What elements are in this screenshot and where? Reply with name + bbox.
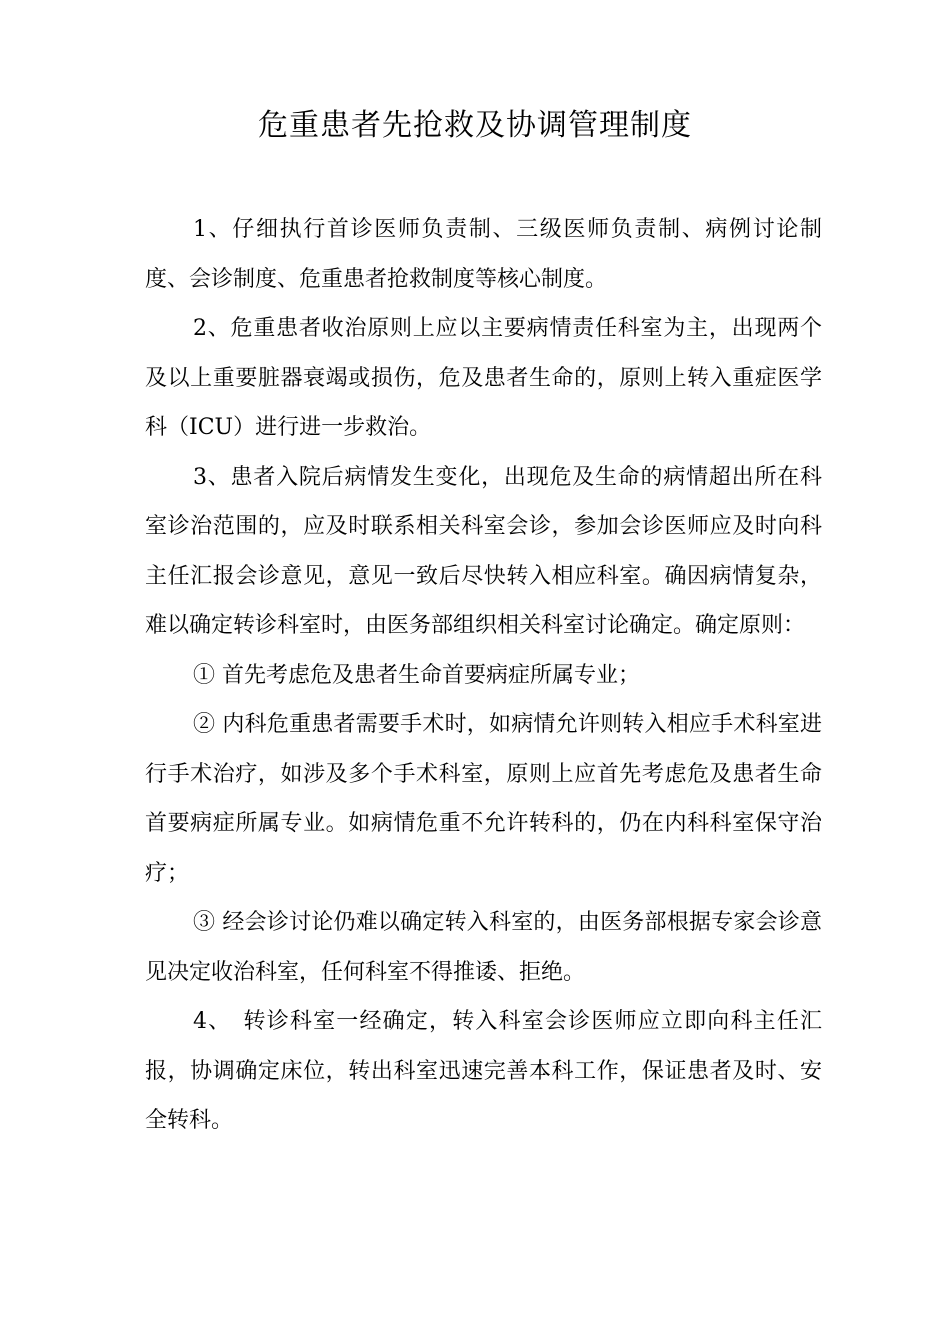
principle-item-1: ① 首先考虑危及患者生命首要病症所属专业；: [193, 662, 640, 688]
paragraph-2: 2、危重患者收治原则上应以主要病情责任科室为主，出现两个及以上重要脏器衰竭或损伤，危及患者生命的，原则上转入重症医学科（ICU）进行进一步救治。: [145, 316, 822, 440]
document-body: [145, 205, 822, 1146]
paragraph-3: 3、患者入院后病情发生变化，出现危及生命的病情超出所在科室诊治范围的，应及时联系相关科室会诊，参加会诊医师应及时向科主任汇报会诊意见，意见一致后尽快转入相应科室。确因病情复杂，难以确定转诊科室时，由医务部组织相关科室讨论确定。确定原则：: [145, 464, 822, 638]
paragraph-1: 1、仔细执行首诊医师负责制、三级医师负责制、病例讨论制度、会诊制度、危重患者抢救制度等核心制度。: [145, 217, 822, 292]
principle-item-3: ③ 经会诊讨论仍难以确定转入科室的，由医务部根据专家会诊意见决定收治科室，任何科室不得推诿、拒绝。: [145, 910, 822, 985]
document-title: 危重患者先抢救及协调管理制度: [258, 108, 692, 143]
principle-item-2: ② 内科危重患者需要手术时，如病情允许则转入相应手术科室进行手术治疗，如涉及多个手术科室，原则上应首先考虑危及患者生命首要病症所属专业。如病情危重不允许转科的，仍在内科科室保守治疗；: [145, 712, 822, 886]
paragraph-4: 4、 转诊科室一经确定，转入科室会诊医师应立即向科主任汇报，协调确定床位，转出科室迅速完善本科工作，保证患者及时、安全转科。: [145, 1009, 822, 1133]
